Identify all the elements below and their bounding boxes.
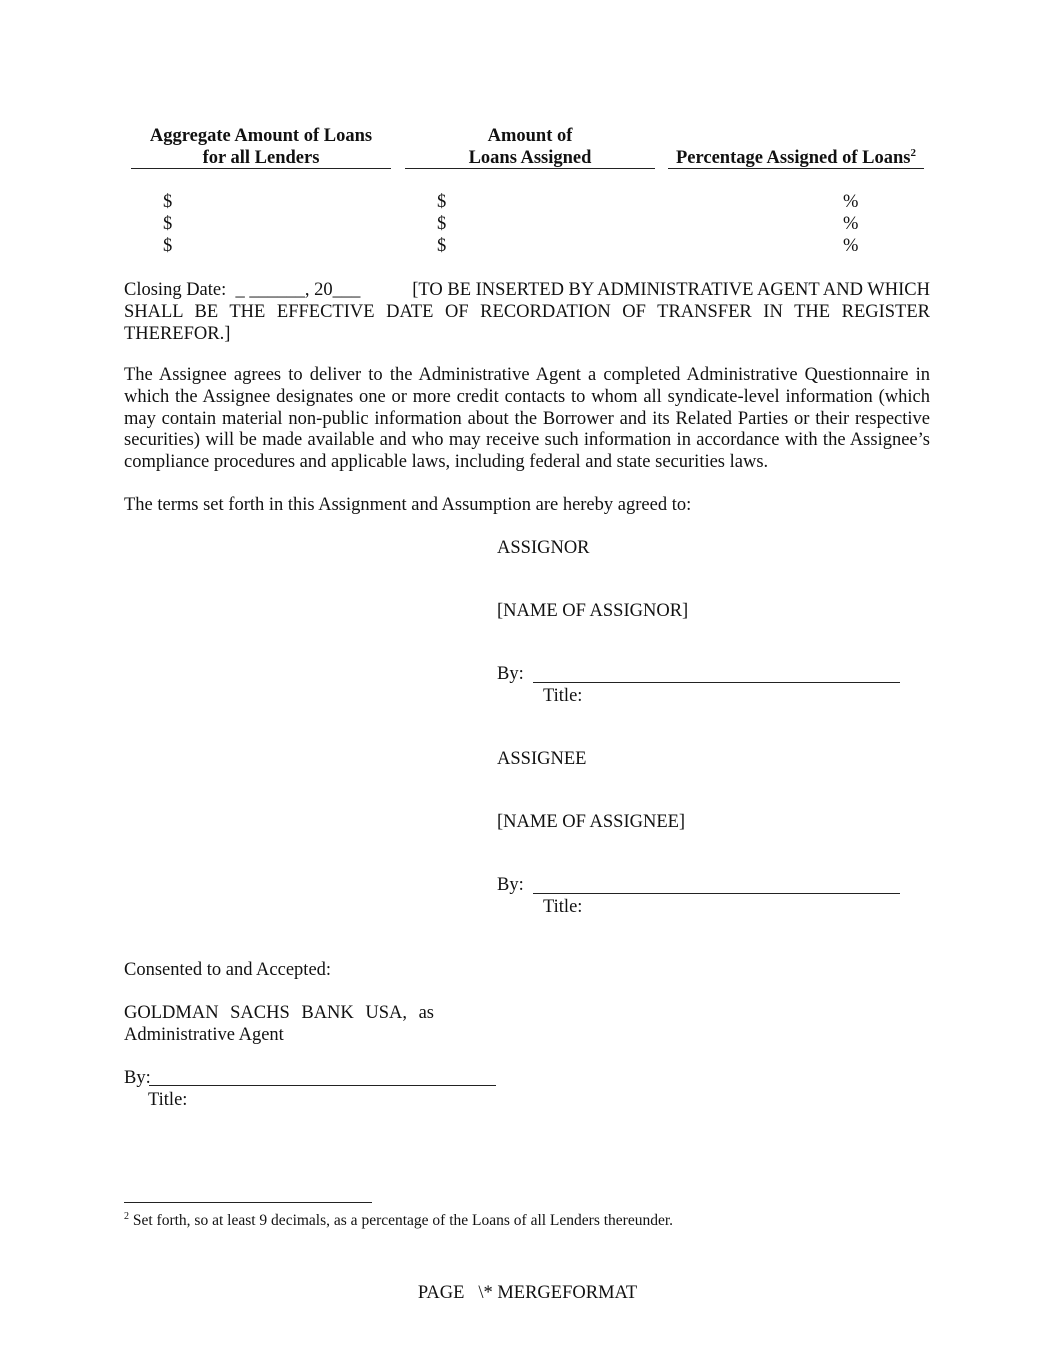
paragraph-line: which the Assignee designates one or more credit contacts to whom all syndicate-level information (which: [124, 386, 930, 407]
table-row: [163, 191, 172, 213]
consent-by-label: By:: [124, 1068, 151, 1088]
table-row: [843, 213, 858, 235]
consent-heading: Consented to and Accepted:: [124, 960, 332, 980]
page-footer: PAGE \* MERGEFORMAT: [417, 1283, 638, 1303]
table-row: [843, 235, 858, 257]
assignor-heading: ASSIGNOR: [497, 538, 590, 558]
consent-bank-name: GOLDMAN SACHS BANK USA, as: [124, 1003, 434, 1023]
questionnaire-paragraph: [124, 365, 930, 474]
closing-date-note: [TO BE INSERTED BY ADMINISTRATIVE AGENT AND WHICH: [412, 280, 930, 300]
paragraph-line: securities) will be made available and who may receive such information in accordance with the Assignee’s: [124, 430, 930, 451]
assignee-heading: ASSIGNEE: [497, 749, 587, 769]
consent-title-label: Title:: [148, 1090, 188, 1110]
table-row: [437, 191, 446, 213]
column-header-amount-line1: Amount of: [487, 126, 573, 146]
table-cell-aggregate: $: [163, 192, 173, 212]
header-underline-3: [668, 168, 924, 169]
assignee-name: [NAME OF ASSIGNEE]: [497, 812, 686, 832]
table-cell-amount: $: [437, 236, 447, 256]
column-header-aggregate-line1: Aggregate Amount of Loans: [149, 126, 373, 146]
table-row: [843, 191, 858, 213]
closing-date-line2: SHALL BE THE EFFECTIVE DATE OF RECORDATION OF TRANSFER IN THE REGISTER: [124, 302, 930, 322]
footnote-reference: 2: [910, 146, 916, 159]
column-header-percentage-label: Percentage Assigned of Loans: [675, 148, 911, 168]
terms-agreement-text: The terms set forth in this Assignment and Assumption are hereby agreed to:: [124, 495, 692, 515]
footnote-number: 2: [124, 1210, 129, 1222]
closing-date-field: Closing Date: _ ______, 20___: [124, 280, 361, 300]
table-row: [163, 235, 172, 257]
table-cell-aggregate: $: [163, 236, 173, 256]
footnote-separator: [124, 1202, 372, 1203]
consent-bank-role: Administrative Agent: [124, 1025, 284, 1045]
consent-signature-line[interactable]: [149, 1085, 496, 1086]
paragraph-line: The Assignee agrees to deliver to the Administrative Agent a completed Administrative Questionnaire in: [124, 365, 930, 385]
table-cell-percentage: %: [843, 192, 859, 212]
table-cell-percentage: %: [843, 214, 859, 234]
column-header-amount-line2: Loans Assigned: [468, 148, 592, 168]
column-header-aggregate-line2: for all Lenders: [202, 148, 320, 168]
header-underline-1: [131, 168, 391, 169]
table-cell-aggregate: $: [163, 214, 173, 234]
table-cell-percentage: %: [843, 236, 859, 256]
assignor-title-label: Title:: [543, 686, 583, 706]
column-header-aggregate: [131, 125, 391, 169]
column-header-percentage: [668, 147, 924, 169]
assignor-signature-line[interactable]: [533, 682, 900, 683]
assignor-name: [NAME OF ASSIGNOR]: [497, 601, 689, 621]
table-cell-amount: $: [437, 192, 447, 212]
assignee-signature-line[interactable]: [533, 893, 900, 894]
paragraph-line: may contain material non-public information about the Borrower and its Related Parties or their respective: [124, 408, 930, 429]
paragraph-line: compliance procedures and applicable laws, including federal and state securities laws.: [124, 452, 769, 473]
footnote-text: Set forth, so at least 9 decimals, as a percentage of the Loans of all Lenders thereunder.: [132, 1212, 674, 1229]
header-underline-2: [405, 168, 655, 169]
column-header-amount: [405, 125, 655, 169]
table-cell-amount: $: [437, 214, 447, 234]
table-row: [437, 213, 446, 235]
assignor-by-label: By:: [497, 664, 524, 684]
closing-date-line1: [124, 279, 930, 301]
footnote: [124, 1211, 673, 1231]
assignee-by-label: By:: [497, 875, 524, 895]
assignee-title-label: Title:: [543, 897, 583, 917]
closing-date-line3: THEREFOR.]: [124, 324, 231, 344]
table-row: [437, 235, 446, 257]
table-row: [163, 213, 172, 235]
